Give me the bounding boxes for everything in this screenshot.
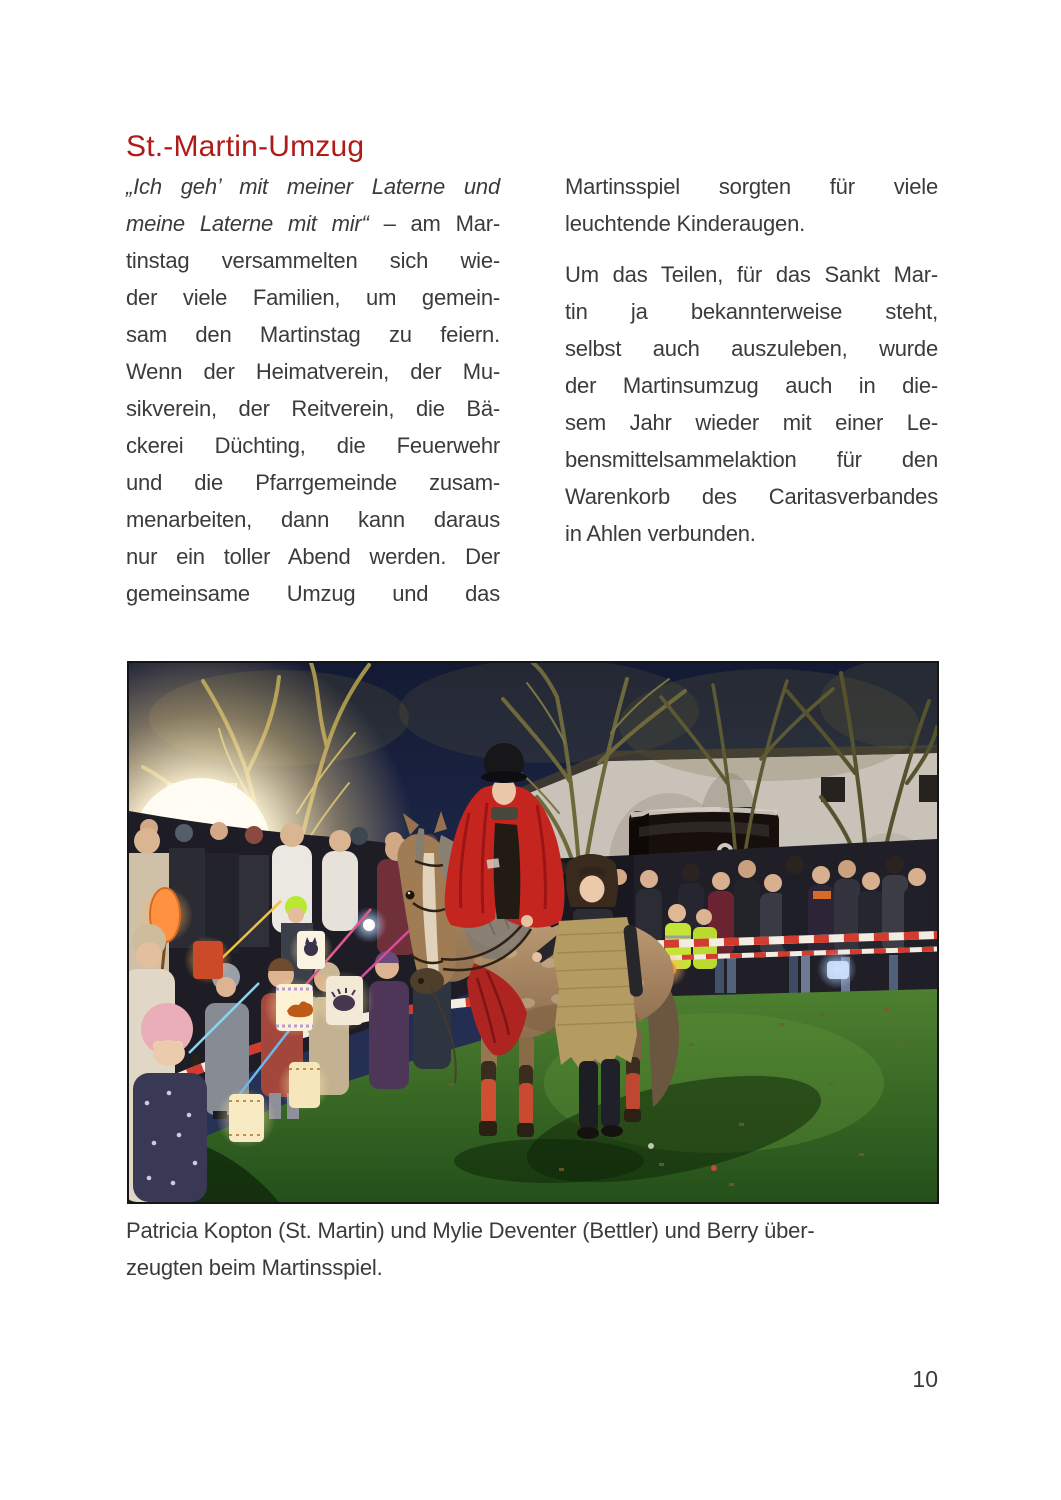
caption-line-1: Patricia Kopton (St. Martin) und Mylie Deventer (Bettler) und Berry über- [126,1218,815,1243]
paragraph [565,168,938,242]
text-line: sikverein, der Reitverein, die Bä- [126,396,500,421]
text-line: tin ja bekannterweise steht, [565,299,938,324]
paragraph [126,168,500,612]
article-heading: St.-Martin-Umzug [126,130,365,163]
text-line: nur ein toller Abend werden. Der [126,544,500,569]
text-line: tinstag versammelten sich wie- [126,248,500,273]
text-line: ckerei Düchting, die Feuerwehr [126,433,500,458]
text-line: bensmittelsammelaktion für den [565,447,938,472]
leg-wrap [481,1079,496,1123]
lantern-cream-2 [278,1059,330,1111]
text-line: in Ahlen verbunden. [565,521,756,546]
text-line: gemeinsame Umzug und das [126,581,500,606]
burlap-tunic [553,917,637,1071]
photo-caption [126,1212,938,1286]
text-line: sam den Martinstag zu feiern. [126,322,500,347]
lantern-cream-1 [216,1088,276,1148]
page-number: 10 [912,1366,938,1392]
leg-wrap [626,1073,640,1111]
text-line: leuchtende Kinderaugen. [565,211,806,236]
caption-line-2: zeugten beim Martinsspiel. [126,1255,383,1280]
text-column-left [126,168,500,612]
text-line: „Ich geh’ mit meiner Laterne und [126,174,500,199]
text-column-right [565,168,938,552]
lantern-cat [289,928,333,972]
text-line: Um das Teilen, für das Sankt Mar- [565,262,938,287]
lantern-hedgehog [314,971,374,1031]
text-line: menarbeiten, dann kann daraus [126,507,500,532]
leg-wrap [519,1083,533,1125]
text-line: und die Pfarrgemeinde zusam- [126,470,500,495]
text-line: Martinsspiel sorgten für viele [565,174,938,199]
text-line: der Martinsumzug auch in die- [565,373,938,398]
text-line: Warenkorb des Caritasverbandes [565,484,938,509]
text-line: selbst auch auszuleben, wurde [565,336,938,361]
text-line: sem Jahr wieder mit einer Le- [565,410,938,435]
paragraph [565,256,938,552]
beggar-face [580,876,605,903]
lantern-red-box [184,936,232,984]
text-line: meine Laterne mit mir“ – am Mar- [126,211,500,236]
article-photo [127,661,939,1204]
text-line: der viele Familien, um gemein- [126,285,500,310]
text-line: Wenn der Heimatverein, der Mu- [126,359,500,384]
